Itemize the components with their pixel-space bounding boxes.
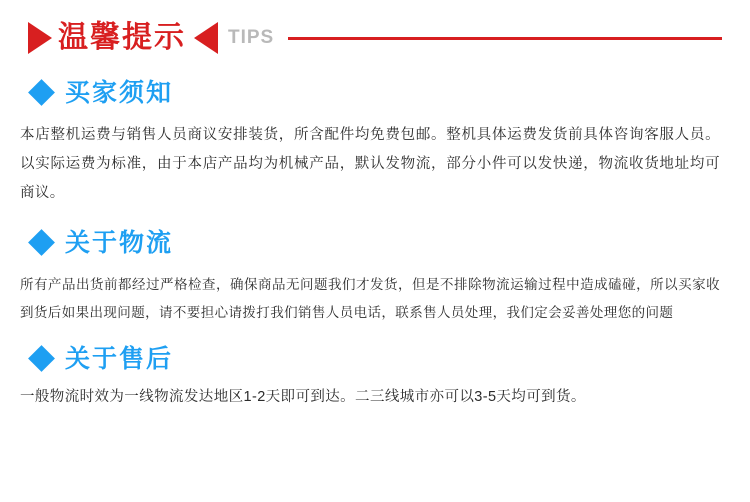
page-header [0,0,750,54]
triangle-left-icon [194,22,218,54]
section-title: 买家须知 [65,78,174,107]
page-title: 温馨提示 [58,20,186,55]
tips-content [0,80,750,412]
page-subtitle: TIPS [228,27,275,48]
section-body: 所有产品出货前都经过严格检查，确保商品无问题我们才发货，但是不排除物流运输过程中造成磕碰，所以买家收到货后如果出现问题，请不要担心请拨打我们销售人员电话，联系售人员处理，我们定会妥善处理您的问题 [20,277,720,320]
section-after-sales [14,346,732,412]
section-header [14,344,732,374]
section-body: 本店整机运费与销售人员商议安排装货，所含配件均免费包邮。整机具体运费发货前具体咨询客服人员。以实际运费为标准，由于本店产品均为机械产品，默认发物流，部分小件可以发快递，物流收货地址均可商议。 [20,127,720,201]
section-logistics [14,230,732,326]
section-title: 关于物流 [65,228,174,257]
section-header [14,230,732,255]
triangle-right-icon [28,22,52,54]
section-body: 一般物流时效为一线物流发达地区1-2天即可到达。二三线城市亦可以3-5天均可到货。 [20,389,586,406]
section-header [14,80,732,105]
diamond-icon [28,79,55,106]
section-buyer-notice [14,80,732,208]
diamond-icon [28,229,55,256]
header-divider [288,37,722,40]
section-title: 关于售后 [65,344,174,374]
diamond-icon [28,345,55,372]
